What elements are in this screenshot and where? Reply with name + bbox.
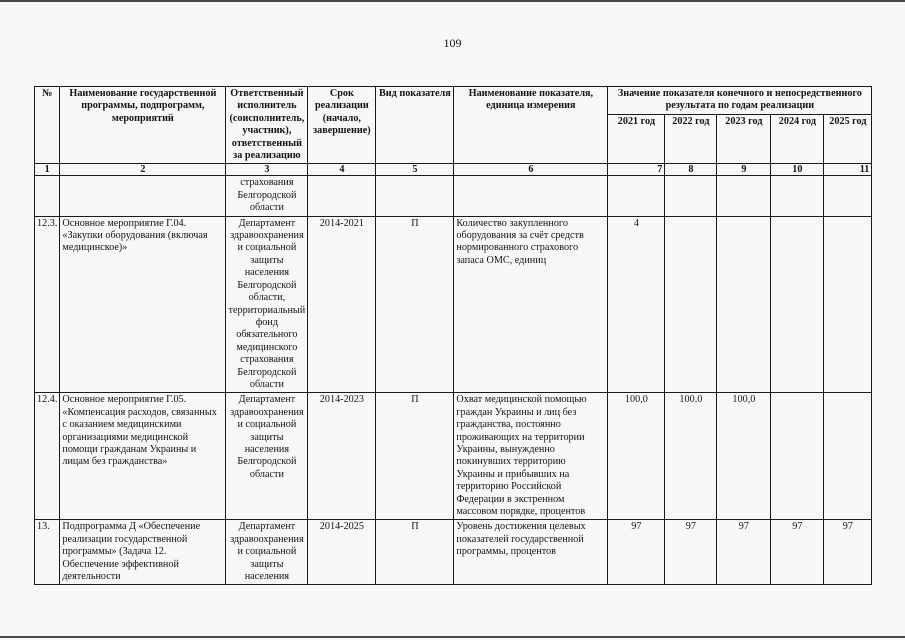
- row-num: 13.: [35, 520, 60, 585]
- row-name: [60, 176, 226, 216]
- row-value: 97: [771, 520, 824, 585]
- row-name: Основное мероприятие Г.05. «Компенсация расходов, связанных с оказанием медицинскими организациями медицинской помощи гражданам Украины и лицам без гражданства»: [60, 393, 226, 520]
- header-year: 2021 год: [608, 114, 665, 164]
- header-indicator-type: Вид показателя: [376, 87, 454, 164]
- row-indicator: [454, 176, 608, 216]
- header-num: №: [35, 87, 60, 164]
- indicators-table: [34, 86, 872, 585]
- column-number: 6: [454, 164, 608, 176]
- row-value: [665, 176, 717, 216]
- header-values-group: Значение показателя конечного и непосредственного результата по годам реализации: [608, 87, 872, 115]
- table-row: [35, 520, 872, 585]
- row-type: П: [376, 393, 454, 520]
- column-number: 9: [717, 164, 771, 176]
- row-value: [824, 393, 872, 520]
- row-type: [376, 176, 454, 216]
- column-number: 1: [35, 164, 60, 176]
- header-responsible: Ответственный исполнитель (соисполнитель, участник), ответственный за реализацию: [226, 87, 308, 164]
- column-number: 8: [665, 164, 717, 176]
- row-value: [771, 393, 824, 520]
- row-period: [308, 176, 376, 216]
- row-value: 100,0: [717, 393, 771, 520]
- header-row: [35, 87, 872, 115]
- row-period: 2014-2023: [308, 393, 376, 520]
- row-value: 100.0: [665, 393, 717, 520]
- row-type: П: [376, 520, 454, 585]
- header-year: 2025 год: [824, 114, 872, 164]
- row-value: 97: [608, 520, 665, 585]
- column-number: 3: [226, 164, 308, 176]
- row-responsible: Департамент здравоохранения и социальной защиты населения Белгородской области, территориальный фонд обязательного медицинского страхования Белгородской области: [226, 216, 308, 393]
- row-num: [35, 176, 60, 216]
- row-value: [717, 216, 771, 393]
- row-period: 2014-2025: [308, 520, 376, 585]
- table-row: [35, 393, 872, 520]
- row-value: [665, 216, 717, 393]
- column-number: 5: [376, 164, 454, 176]
- row-value: [771, 216, 824, 393]
- table-row: [35, 216, 872, 393]
- row-num: 12.4.: [35, 393, 60, 520]
- row-value: [824, 216, 872, 393]
- column-number: 2: [60, 164, 226, 176]
- row-value: [824, 176, 872, 216]
- row-name: Основное мероприятие Г.04. «Закупки оборудования (включая медицинское)»: [60, 216, 226, 393]
- row-indicator: Количество закупленного оборудования за счёт средств нормированного страхового запаса ОМС, единиц: [454, 216, 608, 393]
- row-value: 4: [608, 216, 665, 393]
- row-value: [608, 176, 665, 216]
- row-type: П: [376, 216, 454, 393]
- column-number-row: [35, 164, 872, 176]
- table-row: [35, 176, 872, 216]
- row-value: 100,0: [608, 393, 665, 520]
- row-value: 97: [824, 520, 872, 585]
- scan-edge-bottom: [0, 636, 905, 638]
- header-year: 2022 год: [665, 114, 717, 164]
- row-responsible: Департамент здравоохранения и социальной защиты населения Белгородской области: [226, 393, 308, 520]
- row-indicator: Охват медицинской помощью граждан Украины и лиц без гражданства, постоянно проживающих на территории Украины, вынужденно покинувших территорию Украины и прибывших на территорию Российской Федерации в экстренном массовом порядке, процентов: [454, 393, 608, 520]
- header-name: Наименование государственной программы, подпрограмм, мероприятий: [60, 87, 226, 164]
- header-indicator-name: Наименование показателя, единица измерения: [454, 87, 608, 164]
- row-value: 97: [717, 520, 771, 585]
- header-period: Срок реализации (начало, завершение): [308, 87, 376, 164]
- page-number: 109: [443, 36, 462, 50]
- column-number: 4: [308, 164, 376, 176]
- row-num: 12.3.: [35, 216, 60, 393]
- row-value: [717, 176, 771, 216]
- scan-edge-top: [0, 0, 905, 2]
- row-period: 2014-2021: [308, 216, 376, 393]
- row-responsible: Департамент здравоохранения и социальной защиты населения: [226, 520, 308, 585]
- column-number: 7: [608, 164, 665, 176]
- header-year: 2024 год: [771, 114, 824, 164]
- row-responsible: страхования Белгородской области: [226, 176, 308, 216]
- column-number: 11: [824, 164, 872, 176]
- row-value: 97: [665, 520, 717, 585]
- header-year: 2023 год: [717, 114, 771, 164]
- row-value: [771, 176, 824, 216]
- row-name: Подпрограмма Д «Обеспечение реализации государственной программы» (Задача 12. Обеспечение эффективной деятельности: [60, 520, 226, 585]
- row-indicator: Уровень достижения целевых показателей государственной программы, процентов: [454, 520, 608, 585]
- column-number: 10: [771, 164, 824, 176]
